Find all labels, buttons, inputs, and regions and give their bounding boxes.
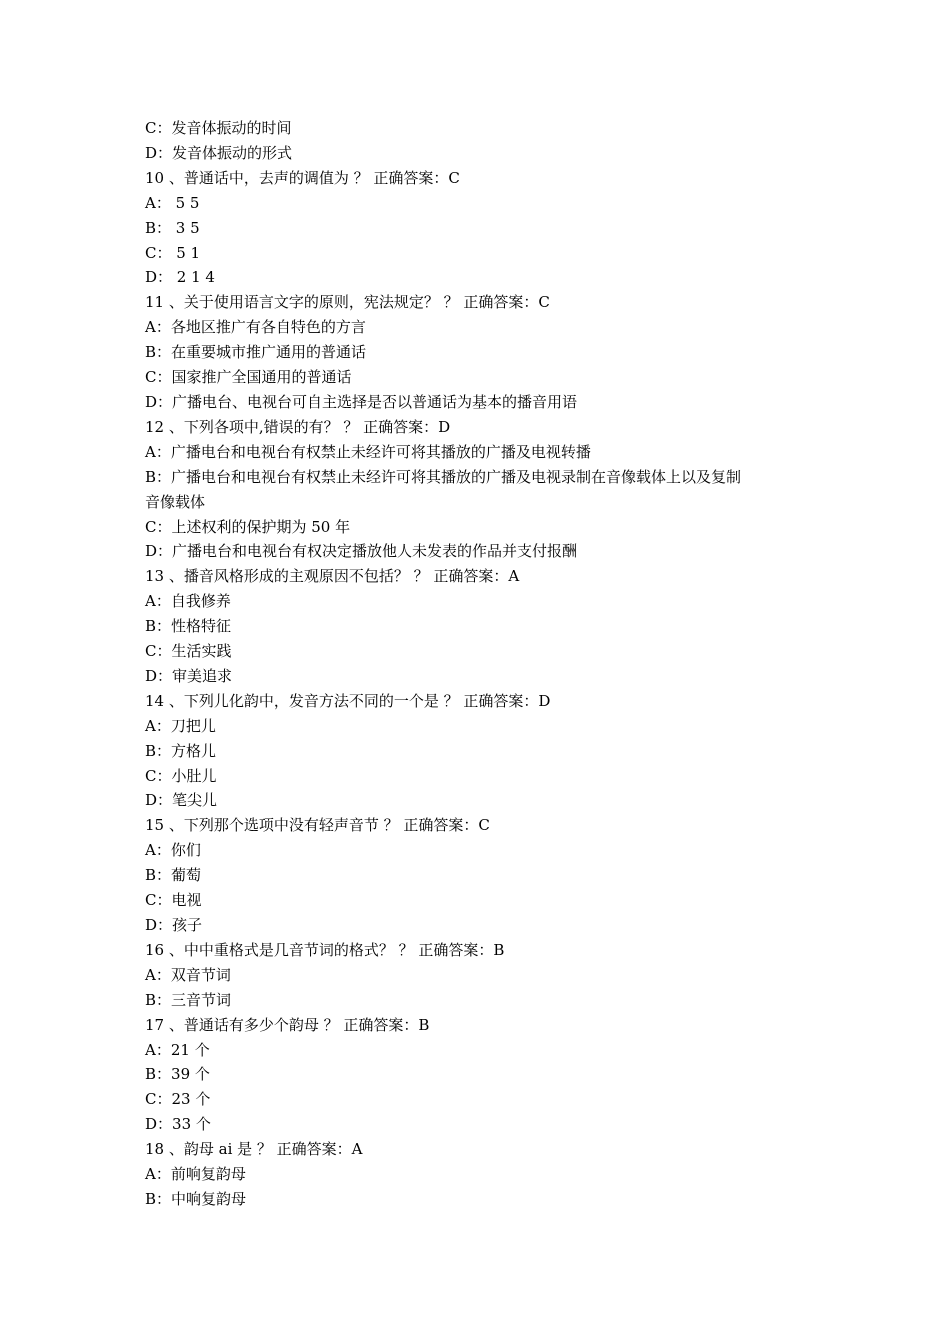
- option-line: A：刀把儿: [145, 716, 216, 735]
- option-line: B：三音节词: [145, 990, 232, 1009]
- document-body: [145, 116, 825, 1212]
- option-line: B：性格特征: [145, 617, 232, 636]
- question-line: 17 、普通话有多少个韵母 ？ 正确答案：B: [145, 1015, 430, 1034]
- option-line: D： 2 1 4: [145, 268, 215, 287]
- option-line: C：国家推广全国通用的普通话: [145, 368, 352, 387]
- option-line: C：上述权利的保护期为 50 年: [145, 517, 351, 536]
- option-line: C： 5 1: [145, 243, 201, 262]
- option-line: A：双音节词: [145, 965, 231, 984]
- question-line: 15 、下列那个选项中没有轻声音节 ？ 正确答案：C: [145, 816, 490, 835]
- option-line: C：电视: [145, 891, 202, 910]
- option-line: D：广播电台、电视台可自主选择是否以普通话为基本的播音用语: [145, 392, 578, 411]
- option-line: A：你们: [145, 841, 201, 860]
- option-line-continuation: 音像载体: [145, 492, 206, 511]
- question-line: 12 、下列各项中,错误的有？ ？ 正确答案：D: [145, 417, 451, 436]
- option-line: B：中响复韵母: [145, 1189, 247, 1208]
- question-line: 10 、普通话中，去声的调值为 ？ 正确答案：C: [145, 168, 460, 187]
- question-line: 18 、韵母 ai 是 ？ 正确答案：A: [145, 1140, 363, 1159]
- option-line: B：39 个: [145, 1065, 210, 1084]
- option-line: B：在重要城市推广通用的普通话: [145, 343, 367, 362]
- option-line: A：自我修养: [145, 592, 231, 611]
- option-line: C：23 个: [145, 1090, 211, 1109]
- question-line: 11 、关于使用语言文字的原则，宪法规定？ ？ 正确答案：C: [145, 293, 550, 312]
- question-line: 16 、中中重格式是几音节词的格式？ ？ 正确答案：B: [145, 940, 505, 959]
- option-line: A：21 个: [145, 1040, 210, 1059]
- option-line: B：方格儿: [145, 741, 217, 760]
- option-line: A：各地区推广有各自特色的方言: [145, 318, 366, 337]
- option-line: D：孩子: [145, 916, 203, 934]
- option-line: B： 3 5: [145, 218, 200, 237]
- text-line: D：发音体振动的形式: [145, 143, 293, 162]
- option-line: D：广播电台和电视台有权决定播放他人未发表的作品并支付报酬: [145, 542, 578, 561]
- option-line: B：葡萄: [145, 866, 202, 885]
- option-line: A：前响复韵母: [145, 1165, 246, 1184]
- option-line: C：生活实践: [145, 642, 232, 661]
- option-line: A：广播电台和电视台有权禁止未经许可将其播放的广播及电视转播: [145, 442, 591, 461]
- option-line: B：广播电台和电视台有权禁止未经许可将其播放的广播及电视录制在音像载体上以及复制: [145, 467, 742, 486]
- text-line: C：发音体振动的时间: [145, 119, 292, 137]
- option-line: D：33 个: [145, 1115, 211, 1134]
- question-line: 13 、播音风格形成的主观原因不包括？ ？ 正确答案：A: [145, 567, 520, 586]
- option-line: D：笔尖儿: [145, 791, 218, 810]
- option-line: A： 5 5: [145, 193, 200, 212]
- option-line: C：小肚儿: [145, 766, 217, 785]
- question-line: 14 、下列儿化韵中，发音方法不同的一个是 ？ 正确答案：D: [145, 691, 551, 710]
- option-line: D：审美追求: [145, 666, 233, 685]
